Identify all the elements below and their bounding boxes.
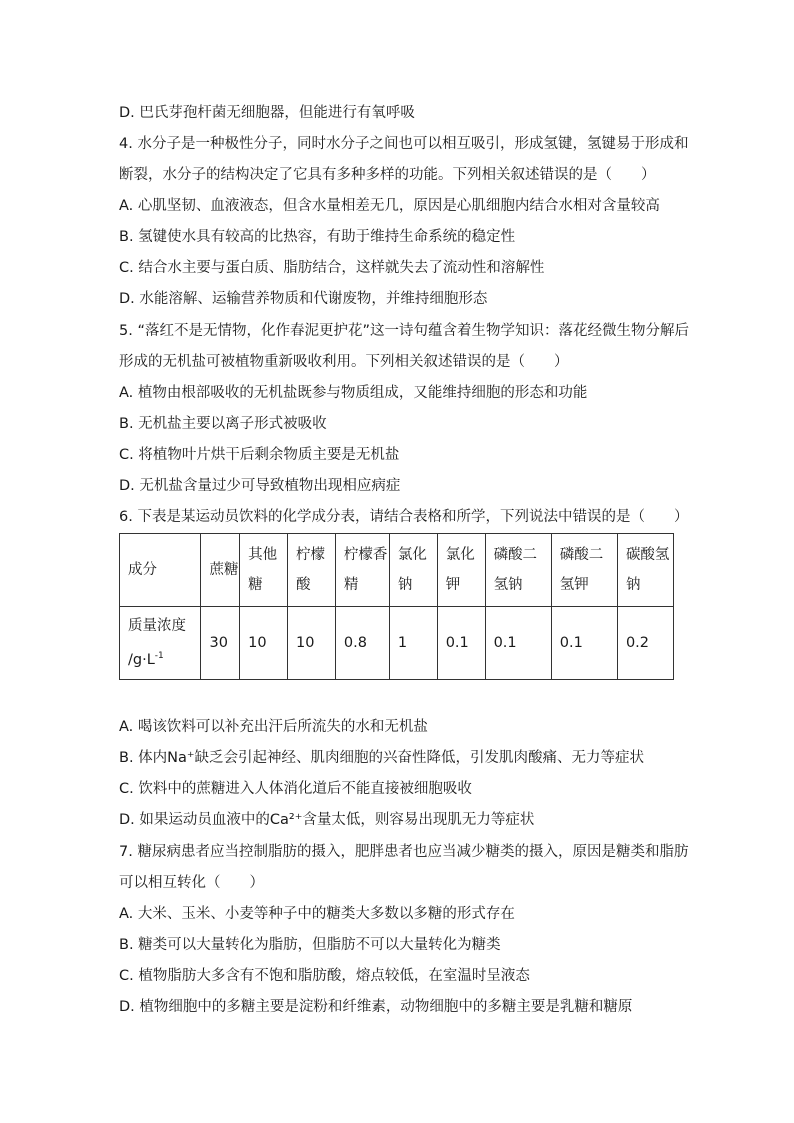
- row-label-unit-wrap: [128, 641, 200, 675]
- q4-option-b: B. 氢键使水具有较高的比热容，有助于维持生命系统的稳定性: [119, 229, 516, 245]
- q4-stem-line1: 4. 水分子是一种极性分子，同时水分子之间也可以相互吸引，形成氢键，氢键易于形成和: [119, 136, 689, 152]
- table-cell: 0.2: [617, 607, 673, 680]
- q6-option-c: C. 饮料中的蔗糖进入人体消化道后不能直接被细胞吸收: [119, 781, 472, 797]
- table-cell: 10: [240, 607, 288, 680]
- table-cell: 30: [201, 607, 240, 680]
- q5-option-b: B. 无机盐主要以离子形式被吸收: [119, 416, 327, 432]
- q4-option-a: A. 心肌坚韧、血液液态，但含水量相差无几，原因是心肌细胞内结合水相对含量较高: [119, 198, 660, 214]
- table-header-cell: 磷酸二氢钾: [551, 534, 617, 607]
- table-cell: 0.1: [437, 607, 485, 680]
- row-label-main: 质量浓度: [128, 618, 186, 635]
- table-value-row: [120, 607, 674, 680]
- table-row-label: [120, 607, 201, 680]
- table-header-cell: 碳酸氢钠: [617, 534, 673, 607]
- q7-option-a: A. 大米、玉米、小麦等种子中的糖类大多数以多糖的形式存在: [119, 906, 515, 922]
- table-cell: 1: [389, 607, 437, 680]
- q6-option-a: A. 喝该饮料可以补充出汗后所流失的水和无机盐: [119, 719, 428, 735]
- q7-option-d: D. 植物细胞中的多糖主要是淀粉和纤维素，动物细胞中的多糖主要是乳糖和糖原: [119, 999, 633, 1015]
- q5-option-c: C. 将植物叶片烘干后剩余物质主要是无机盐: [119, 447, 400, 463]
- q4-option-d: D. 水能溶解、运输营养物质和代谢废物，并维持细胞形态: [119, 291, 488, 307]
- q7-option-b: B. 糖类可以大量转化为脂肪，但脂肪不可以大量转化为糖类: [119, 937, 501, 953]
- q7-stem-line2: 可以相互转化（ ）: [119, 875, 264, 891]
- table-header-cell: 氯化钠: [389, 534, 437, 607]
- table-cell: 10: [288, 607, 336, 680]
- table-header-label: 成分: [120, 534, 201, 607]
- q5-stem-line2: 形成的无机盐可被植物重新吸收利用。下列相关叙述错误的是（ ）: [119, 354, 569, 370]
- q7-option-c: C. 植物脂肪大多含有不饱和脂肪酸，熔点较低，在室温时呈液态: [119, 968, 530, 984]
- q5-option-d: D. 无机盐含量过少可导致植物出现相应病症: [119, 478, 401, 494]
- table-header-cell: 其他糖: [240, 534, 288, 607]
- composition-table: [119, 533, 674, 680]
- table-cell: 0.1: [551, 607, 617, 680]
- table-header-row: [120, 534, 674, 607]
- q7-stem-line1: 7. 糖尿病患者应当控制脂肪的摄入，肥胖患者也应当减少糖类的摄入，原因是糖类和脂肪: [119, 844, 689, 860]
- q3-option-d: D. 巴氏芽孢杆菌无细胞器，但能进行有氧呼吸: [119, 105, 415, 121]
- q5-stem-line1: 5. “落红不是无情物，化作春泥更护花”这一诗句蕴含着生物学知识：落花经微生物分解后: [119, 323, 689, 339]
- table-header-cell: 柠檬酸: [288, 534, 336, 607]
- table-cell: 0.1: [485, 607, 551, 680]
- table-cell: 0.8: [335, 607, 389, 680]
- q6-option-d: D. 如果运动员血液中的Ca²⁺含量太低，则容易出现肌无力等症状: [119, 812, 535, 828]
- q6-stem: 6. 下表是某运动员饮料的化学成分表，请结合表格和所学，下列说法中错误的是（ ）: [119, 509, 689, 525]
- q4-stem-line2: 断裂，水分子的结构决定了它具有多种多样的功能。下列相关叙述错误的是（ ）: [119, 167, 656, 183]
- row-label-unit: /g·L: [128, 651, 155, 668]
- table-header-cell: 柠檬香精: [335, 534, 389, 607]
- table-header-cell: 氯化钾: [437, 534, 485, 607]
- q4-option-c: C. 结合水主要与蛋白质、脂肪结合，这样就失去了流动性和溶解性: [119, 260, 545, 276]
- q6-option-b: B. 体内Na⁺缺乏会引起神经、肌肉细胞的兴奋性降低，引发肌肉酸痛、无力等症状: [119, 750, 645, 766]
- table-header-cell: 磷酸二氢钠: [485, 534, 551, 607]
- table-header-cell: 蔗糖: [201, 534, 240, 607]
- row-label-sup: -1: [154, 651, 164, 662]
- q5-option-a: A. 植物由根部吸收的无机盐既参与物质组成，又能维持细胞的形态和功能: [119, 385, 588, 401]
